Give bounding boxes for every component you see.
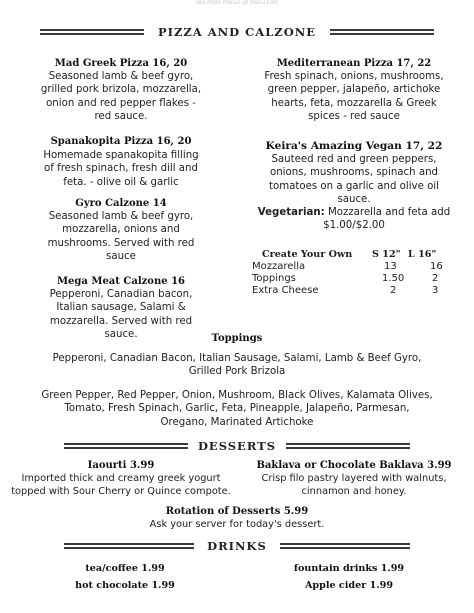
vegetarian-note: Vegetarian: Mozzarella and feta add $1.00/$2.00 bbox=[257, 207, 451, 232]
menu-item-title: Spanakopita Pizza 16, 20 bbox=[50, 136, 192, 147]
menu-item-desc: Sauteed red and green peppers, onions, mushrooms, spinach and tomatoes on a garlic and olive oil sauce. bbox=[269, 154, 439, 206]
toppings-title: Toppings bbox=[211, 333, 263, 344]
drink-item: tea/coffee 1.99 bbox=[85, 563, 165, 574]
cyo-row: Extra Cheese 2 3 bbox=[252, 285, 439, 296]
menu-item-title: Mad Greek Pizza 16, 20 bbox=[54, 58, 188, 69]
dessert-title: Baklava or Chocolate Baklava 3.99 bbox=[256, 460, 452, 471]
toppings-veggies: Green Pepper, Red Pepper, Onion, Mushroom, Black Olives, Kalamata Olives, Tomato, Fresh Spinach, Garlic, Feta, Pineapple, Jalapeño, Parmesan, Oregano, Marinated Artichoke bbox=[41, 390, 433, 428]
dessert-title: Rotation of Desserts 5.99 bbox=[165, 506, 309, 517]
create-your-own-header: Create Your Own S 12" L 16" bbox=[262, 249, 437, 260]
cyo-row: Mozzarella 13 16 bbox=[252, 261, 443, 272]
menu-item-desc: Seasoned lamb & beef gyro, grilled pork brizola, mozzarella, onion and red pepper flakes - red sauce. bbox=[40, 71, 202, 123]
menu-item-title: Keira's Amazing Vegan 17, 22 bbox=[265, 140, 443, 152]
divider-right bbox=[280, 542, 410, 550]
menu-item-title: Mediterranean Pizza 17, 22 bbox=[276, 58, 432, 69]
menu-item-title: Gyro Calzone 14 bbox=[75, 198, 167, 209]
divider-right bbox=[286, 442, 410, 450]
divider-right bbox=[330, 28, 434, 36]
cyo-row: Toppings 1.50 2 bbox=[252, 273, 439, 284]
drink-item: Apple cider 1.99 bbox=[304, 580, 394, 591]
section-title-desserts: DESSERTS bbox=[197, 439, 277, 453]
section-title-pizza: PIZZA AND CALZONE bbox=[157, 25, 316, 39]
divider-left bbox=[40, 28, 144, 36]
divider-left bbox=[64, 442, 188, 450]
watermark: see more menus @ menu.com bbox=[195, 0, 279, 6]
drink-item: hot chocolate 1.99 bbox=[75, 580, 175, 591]
vegetarian-label: Vegetarian: bbox=[257, 207, 325, 218]
section-title-drinks: DRINKS bbox=[207, 539, 267, 553]
dessert-desc: Imported thick and creamy greek yogurt topped with Sour Cherry or Quince compote. bbox=[11, 473, 231, 498]
divider-left bbox=[64, 542, 194, 550]
toppings-meats: Pepperoni, Canadian Bacon, Italian Sausage, Salami, Lamb & Beef Gyro, Grilled Pork Brizola bbox=[52, 353, 422, 378]
dessert-desc: Crisp filo pastry layered with walnuts, cinnamon and honey. bbox=[261, 473, 447, 498]
dessert-title: Iaourti 3.99 bbox=[87, 460, 155, 471]
menu-item-desc: Seasoned lamb & beef gyro, mozzarella, onions and mushrooms. Served with red sauce bbox=[47, 211, 195, 263]
menu-item-title: Mega Meat Calzone 16 bbox=[56, 276, 186, 287]
dessert-desc: Ask your server for today's dessert. bbox=[149, 519, 325, 530]
drink-item: fountain drinks 1.99 bbox=[293, 563, 405, 574]
menu-item-desc: Fresh spinach, onions, mushrooms, green pepper, jalapeño, artichoke hearts, feta, mozzarella & Greek spices - red sauce bbox=[264, 71, 444, 123]
menu-item-desc: Homemade spanakopita filling of fresh spinach, fresh dill and feta. - olive oil & garlic bbox=[43, 150, 199, 188]
menu-item-desc: Pepperoni, Canadian bacon, Italian sausage, Salami & mozzarella. Served with red sauce. bbox=[49, 289, 193, 341]
